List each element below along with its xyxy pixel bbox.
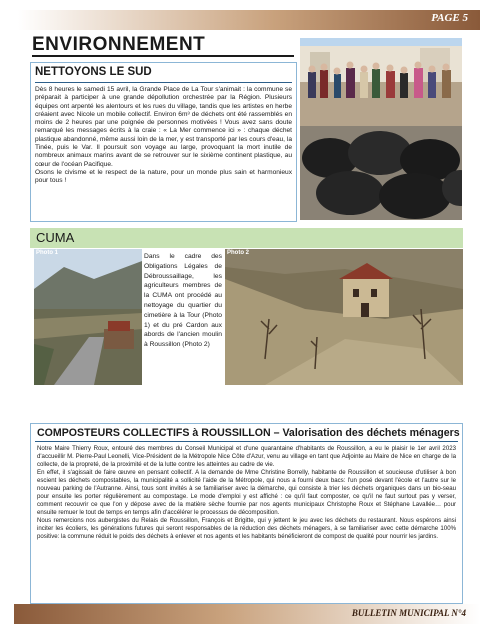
cuma-text: Dans le cadre des Obligations Légales de Débroussaillage, les agriculteurs membres de la CUMA ont procédé au nettoyage du quartier du cimetière à la Tour (Photo 1) et du pré Cardon aux abords de l'ancien moulin à Roussillon (Photo 2) bbox=[144, 253, 222, 349]
cuma-section-header bbox=[30, 228, 463, 248]
article-body bbox=[35, 86, 292, 186]
cuma-photo-1 bbox=[34, 249, 142, 385]
composteurs-paragraph: En effet, il s'agissait de faire œuvre en pensant collectif. A la demande de Mme Christine Borrelly, habitante de Roussillon et soucieuse d'utiliser à bon escient les déchets compostables, la municipalité a sollicité l'aide de la Métropole, qui nous a fourni deux bacs: l'un posé devant l'école et l'autre sur le nouveau parking de l'Autranne. Ainsi, tous sont invités à se familiariser avec la démarche, qui consiste à trier les déchets organiques dans un bio-seau pour ensuite les porter régulièrement au compostage. Le mode d'emploi y est affiché : ce qu'il faut composter, ce qu'il ne faut surtout pas y verser, comment recouvrir ce que l'on y dépose avec de la matière sèche fournie par nos agents municipaux Christophe Roux et Stéphane Lavallée… pour ensuite remuer le tout de temps en temps afin d'accélérer le processus de décomposition. bbox=[37, 469, 456, 516]
photo-1-label: Photo 1 bbox=[36, 250, 58, 256]
header-bar bbox=[18, 10, 480, 30]
article-title-rule bbox=[35, 82, 292, 83]
article-title: NETTOYONS LE SUD bbox=[35, 66, 152, 78]
composteurs-paragraph: Notre Maire Thierry Roux, entouré des membres du Conseil Municipal et d'une quarantaine d'habitants de Roussillon, a eu le plaisir le 1er avril 2023 d'accueillir M. Pierre-Paul Leonelli, Vice-Président de la Métropole Nice Côte d'Azur, venu au village en tant que Adjointe au Maire de Nice en charge de la collecte, de la propreté, de la proximité et de la lutte contre les atteintes au cadre de vie. bbox=[37, 445, 456, 468]
cuma-photo-2 bbox=[225, 249, 463, 385]
article-paragraph: Dès 8 heures le samedi 15 avril, la Grande Place de La Tour s'animait : la commune se préparait à participer à une grande dépollution orchestrée par la Région. Plusieurs équipes ont arpenté les alentours et les rues du village, tandis que les artistes en herbe créaient avec Nicole un mobile collectif. Environ 6m³ de déchets ont été rassemblés en moins de 2 heures par une poignée de personnes motivées ! Vous avez sans doute remarqué les messages écrits à la craie : « La Mer commence ici » : chaque déchet plastique abandonné, même aussi loin de la mer, y est transporté par les cours d'eau, la Tinée, puis le Var. Il poursuit son voyage au large, provoquant la mort inutile de nombreux animaux marins avant de se retrouver sur le sixième continent plastique, au cœur de l'océan Pacifique. bbox=[35, 86, 292, 168]
composteurs-title-rule bbox=[35, 441, 458, 442]
footer-bar bbox=[14, 604, 480, 624]
composteurs-body bbox=[37, 445, 456, 541]
page-number: PAGE 5 bbox=[431, 12, 468, 24]
section-title-rule bbox=[32, 55, 294, 57]
cuma-title: CUMA bbox=[36, 230, 75, 245]
article-paragraph: Osons le civisme et le respect de la nature, pour un monde plus sain et harmonieux pour tous ! bbox=[35, 168, 292, 185]
cleanup-group-photo bbox=[300, 38, 462, 220]
bulletin-label: BULLETIN MUNICIPAL N°4 bbox=[351, 608, 466, 618]
article-nettoyons-le-sud bbox=[30, 62, 297, 222]
photo-2-label: Photo 2 bbox=[227, 250, 249, 256]
section-title: ENVIRONNEMENT bbox=[32, 34, 206, 55]
composteurs-paragraph: Nous remercions nos aubergistes du Relais de Roussillon, François et Brigitte, qui y jettent le jeu avec les déchets du restaurant. Nous espérons ainsi inciter les écoliers, les générations futures qui seront responsables de la réduction des déchets ménagers, à se familiariser avec cette démarche 100% positive: la commune réduit le poids des déchets à enlever et nos agents et les habitants bénéficieront de compost de qualité pour nourrir les jardins. bbox=[37, 517, 456, 540]
composteurs-title: COMPOSTEURS COLLECTIFS à ROUSSILLON – Valorisation des déchets ménagers bbox=[37, 427, 460, 439]
article-composteurs bbox=[30, 423, 463, 604]
